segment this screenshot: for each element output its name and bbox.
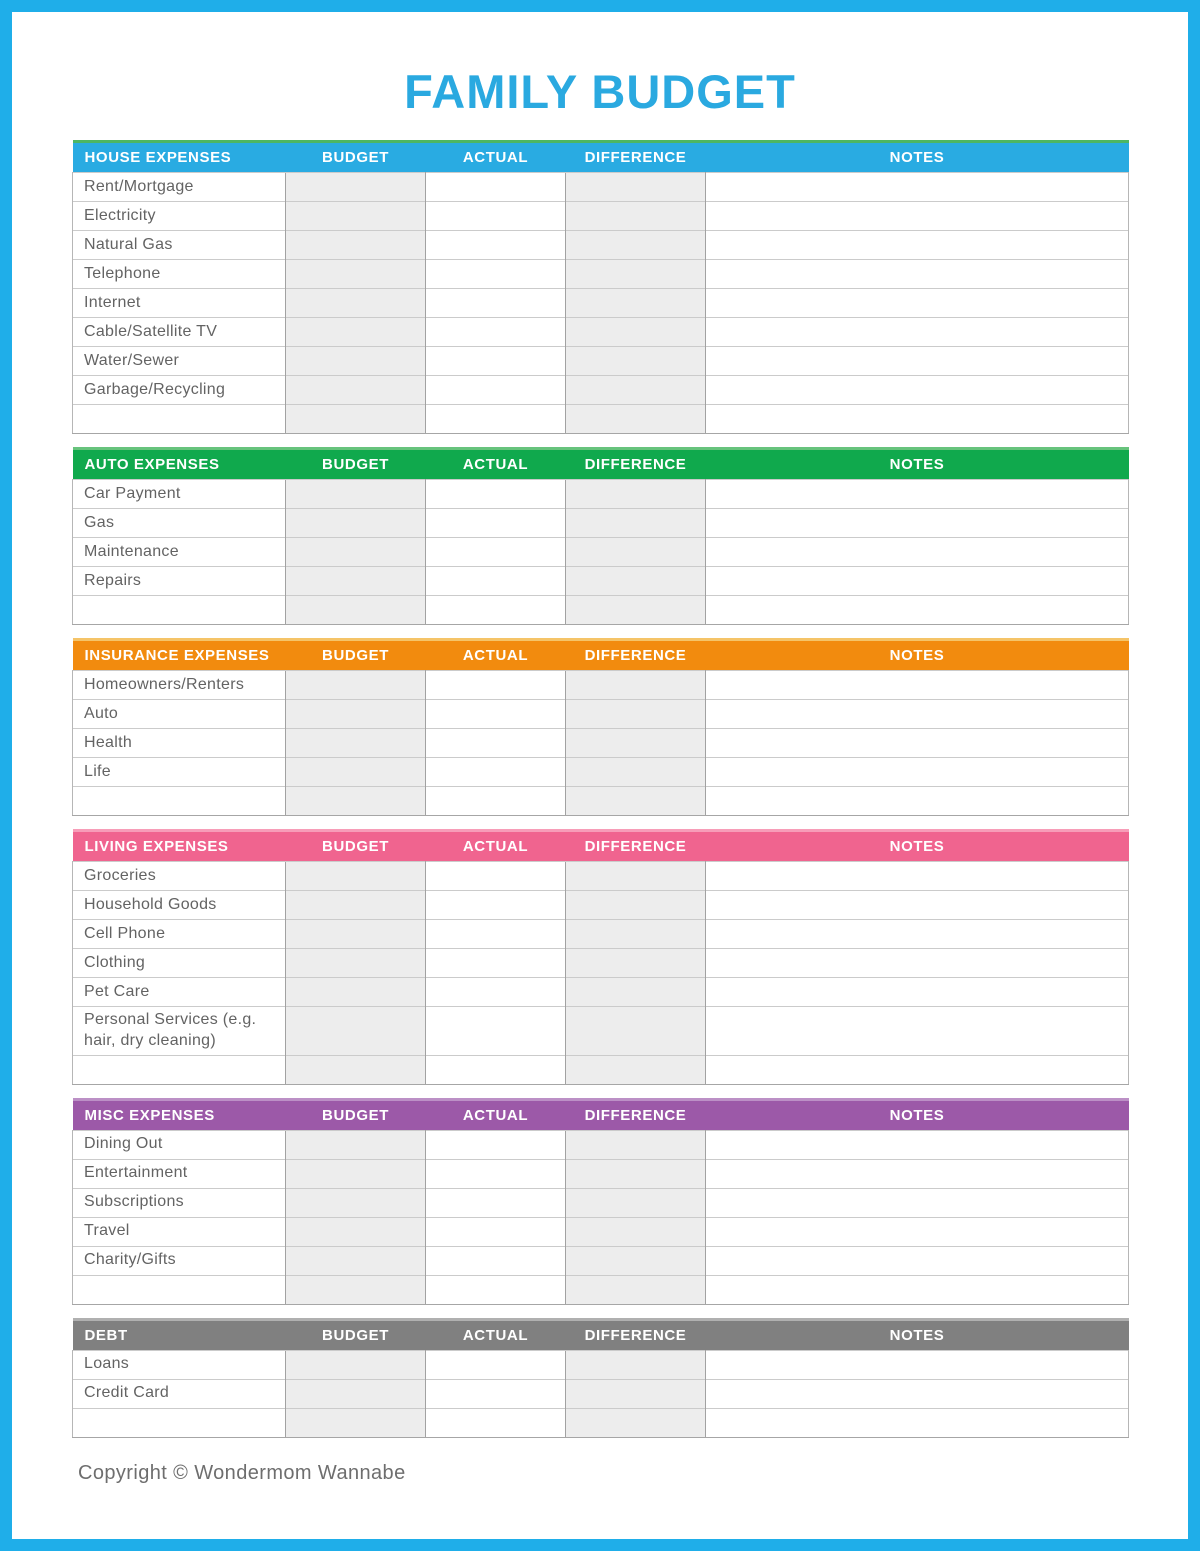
column-header-actual: ACTUAL: [426, 831, 566, 862]
notes-cell: [706, 538, 1129, 567]
actual-value-cell: [426, 509, 566, 538]
expense-label-cell: Telephone: [73, 260, 286, 289]
expense-label-cell: Pet Care: [73, 978, 286, 1007]
expense-label-cell: Health: [73, 729, 286, 758]
section-rows: [73, 862, 1129, 1085]
difference-value-cell: [566, 202, 706, 231]
section-debt: [72, 1318, 1129, 1438]
actual-value-cell: [426, 538, 566, 567]
expense-label-cell: Repairs: [73, 567, 286, 596]
budget-value-cell: [286, 1007, 426, 1056]
expense-row: [73, 949, 1129, 978]
difference-value-cell: [566, 173, 706, 202]
notes-cell: [706, 202, 1129, 231]
budget-value-cell: [286, 1275, 426, 1304]
difference-value-cell: [566, 480, 706, 509]
expense-row: [73, 891, 1129, 920]
difference-value-cell: [566, 260, 706, 289]
column-header-actual: ACTUAL: [426, 142, 566, 173]
expense-row: [73, 289, 1129, 318]
difference-value-cell: [566, 289, 706, 318]
column-header-difference: DIFFERENCE: [566, 1099, 706, 1130]
actual-value-cell: [426, 231, 566, 260]
column-header-actual: ACTUAL: [426, 1319, 566, 1350]
expense-row: [73, 405, 1129, 434]
section-rows: [73, 480, 1129, 625]
budget-value-cell: [286, 1408, 426, 1437]
difference-value-cell: [566, 758, 706, 787]
budget-value-cell: [286, 260, 426, 289]
column-header-budget: BUDGET: [286, 449, 426, 480]
column-header-notes: NOTES: [706, 1319, 1129, 1350]
expense-label-cell: [73, 405, 286, 434]
budget-value-cell: [286, 700, 426, 729]
expense-row: [73, 700, 1129, 729]
actual-value-cell: [426, 1246, 566, 1275]
difference-value-cell: [566, 1408, 706, 1437]
difference-value-cell: [566, 949, 706, 978]
expense-label-cell: Electricity: [73, 202, 286, 231]
actual-value-cell: [426, 671, 566, 700]
expense-label-cell: Car Payment: [73, 480, 286, 509]
budget-value-cell: [286, 289, 426, 318]
notes-cell: [706, 700, 1129, 729]
actual-value-cell: [426, 787, 566, 816]
actual-value-cell: [426, 920, 566, 949]
budget-value-cell: [286, 862, 426, 891]
actual-value-cell: [426, 1350, 566, 1379]
difference-value-cell: [566, 787, 706, 816]
notes-cell: [706, 567, 1129, 596]
section-header: [73, 449, 1129, 480]
expense-row: [73, 1379, 1129, 1408]
budget-value-cell: [286, 347, 426, 376]
expense-label-cell: Dining Out: [73, 1130, 286, 1159]
expense-row: [73, 1275, 1129, 1304]
expense-row: [73, 787, 1129, 816]
notes-cell: [706, 231, 1129, 260]
budget-value-cell: [286, 1246, 426, 1275]
budget-value-cell: [286, 231, 426, 260]
difference-value-cell: [566, 862, 706, 891]
budget-value-cell: [286, 480, 426, 509]
expense-row: [73, 978, 1129, 1007]
actual-value-cell: [426, 567, 566, 596]
difference-value-cell: [566, 920, 706, 949]
budget-value-cell: [286, 1217, 426, 1246]
actual-value-cell: [426, 405, 566, 434]
difference-value-cell: [566, 1275, 706, 1304]
notes-cell: [706, 671, 1129, 700]
section-misc-expenses: [72, 1098, 1129, 1305]
expense-label-cell: Natural Gas: [73, 231, 286, 260]
expense-label-cell: Internet: [73, 289, 286, 318]
actual-value-cell: [426, 1130, 566, 1159]
column-header-difference: DIFFERENCE: [566, 1319, 706, 1350]
expense-label-cell: Subscriptions: [73, 1188, 286, 1217]
page-content: [12, 64, 1188, 1485]
column-header-difference: DIFFERENCE: [566, 831, 706, 862]
column-header-budget: BUDGET: [286, 1319, 426, 1350]
section-title: LIVING EXPENSES: [73, 831, 286, 862]
notes-cell: [706, 1275, 1129, 1304]
expense-label-cell: Cell Phone: [73, 920, 286, 949]
expense-row: [73, 376, 1129, 405]
section-title: HOUSE EXPENSES: [73, 142, 286, 173]
expense-row: [73, 509, 1129, 538]
expense-row: [73, 671, 1129, 700]
expense-label-cell: Charity/Gifts: [73, 1246, 286, 1275]
budget-sections: [72, 140, 1128, 1438]
section-insurance-expenses: [72, 638, 1129, 816]
expense-row: [73, 1130, 1129, 1159]
actual-value-cell: [426, 978, 566, 1007]
expense-label-cell: [73, 1408, 286, 1437]
expense-row: [73, 1055, 1129, 1084]
expense-label-cell: Credit Card: [73, 1379, 286, 1408]
actual-value-cell: [426, 202, 566, 231]
notes-cell: [706, 787, 1129, 816]
expense-row: [73, 202, 1129, 231]
section-house-expenses: [72, 140, 1129, 434]
expense-label-cell: Entertainment: [73, 1159, 286, 1188]
column-header-difference: DIFFERENCE: [566, 449, 706, 480]
expense-label-cell: Cable/Satellite TV: [73, 318, 286, 347]
section-header: [73, 831, 1129, 862]
actual-value-cell: [426, 480, 566, 509]
expense-row: [73, 1350, 1129, 1379]
expense-row: [73, 1188, 1129, 1217]
expense-label-cell: Groceries: [73, 862, 286, 891]
notes-cell: [706, 318, 1129, 347]
column-header-budget: BUDGET: [286, 1099, 426, 1130]
notes-cell: [706, 758, 1129, 787]
notes-cell: [706, 376, 1129, 405]
actual-value-cell: [426, 1188, 566, 1217]
difference-value-cell: [566, 376, 706, 405]
expense-label-cell: Homeowners/Renters: [73, 671, 286, 700]
expense-label-cell: Clothing: [73, 949, 286, 978]
actual-value-cell: [426, 173, 566, 202]
budget-value-cell: [286, 758, 426, 787]
actual-value-cell: [426, 1007, 566, 1056]
expense-row: [73, 538, 1129, 567]
actual-value-cell: [426, 347, 566, 376]
notes-cell: [706, 509, 1129, 538]
expense-label-cell: Travel: [73, 1217, 286, 1246]
budget-value-cell: [286, 891, 426, 920]
budget-value-cell: [286, 567, 426, 596]
budget-value-cell: [286, 1350, 426, 1379]
difference-value-cell: [566, 729, 706, 758]
actual-value-cell: [426, 949, 566, 978]
expense-label-cell: Rent/Mortgage: [73, 173, 286, 202]
expense-label-cell: Maintenance: [73, 538, 286, 567]
copyright-text: Copyright © Wondermom Wannabe: [78, 1461, 406, 1484]
expense-row: [73, 862, 1129, 891]
budget-value-cell: [286, 1379, 426, 1408]
difference-value-cell: [566, 1130, 706, 1159]
difference-value-cell: [566, 596, 706, 625]
expense-row: [73, 729, 1129, 758]
notes-cell: [706, 920, 1129, 949]
notes-cell: [706, 260, 1129, 289]
actual-value-cell: [426, 700, 566, 729]
column-header-notes: NOTES: [706, 831, 1129, 862]
actual-value-cell: [426, 1159, 566, 1188]
expense-row: [73, 260, 1129, 289]
actual-value-cell: [426, 596, 566, 625]
expense-label-cell: [73, 1275, 286, 1304]
expense-row: [73, 1217, 1129, 1246]
notes-cell: [706, 1379, 1129, 1408]
budget-value-cell: [286, 920, 426, 949]
budget-value-cell: [286, 173, 426, 202]
actual-value-cell: [426, 376, 566, 405]
expense-label-cell: Household Goods: [73, 891, 286, 920]
expense-row: [73, 596, 1129, 625]
section-auto-expenses: [72, 447, 1129, 625]
expense-row: [73, 1007, 1129, 1056]
notes-cell: [706, 1188, 1129, 1217]
expense-label-cell: Water/Sewer: [73, 347, 286, 376]
actual-value-cell: [426, 1055, 566, 1084]
difference-value-cell: [566, 1007, 706, 1056]
expense-row: [73, 480, 1129, 509]
section-title: DEBT: [73, 1319, 286, 1350]
actual-value-cell: [426, 758, 566, 787]
budget-value-cell: [286, 729, 426, 758]
column-header-notes: NOTES: [706, 640, 1129, 671]
notes-cell: [706, 289, 1129, 318]
expense-row: [73, 920, 1129, 949]
budget-value-cell: [286, 596, 426, 625]
column-header-notes: NOTES: [706, 449, 1129, 480]
expense-label-cell: [73, 787, 286, 816]
expense-label-cell: Life: [73, 758, 286, 787]
notes-cell: [706, 1217, 1129, 1246]
difference-value-cell: [566, 347, 706, 376]
expense-row: [73, 1159, 1129, 1188]
notes-cell: [706, 1007, 1129, 1056]
expense-row: [73, 173, 1129, 202]
expense-row: [73, 347, 1129, 376]
difference-value-cell: [566, 1159, 706, 1188]
difference-value-cell: [566, 1188, 706, 1217]
section-rows: [73, 671, 1129, 816]
budget-value-cell: [286, 1188, 426, 1217]
notes-cell: [706, 405, 1129, 434]
difference-value-cell: [566, 700, 706, 729]
notes-cell: [706, 1159, 1129, 1188]
section-header: [73, 142, 1129, 173]
budget-value-cell: [286, 787, 426, 816]
section-rows: [73, 1130, 1129, 1304]
notes-cell: [706, 1130, 1129, 1159]
notes-cell: [706, 1246, 1129, 1275]
budget-value-cell: [286, 405, 426, 434]
actual-value-cell: [426, 260, 566, 289]
expense-label-cell: Garbage/Recycling: [73, 376, 286, 405]
actual-value-cell: [426, 1379, 566, 1408]
budget-value-cell: [286, 1055, 426, 1084]
notes-cell: [706, 480, 1129, 509]
column-header-difference: DIFFERENCE: [566, 142, 706, 173]
expense-row: [73, 567, 1129, 596]
budget-value-cell: [286, 1159, 426, 1188]
notes-cell: [706, 978, 1129, 1007]
section-header: [73, 1099, 1129, 1130]
expense-label-cell: Personal Services (e.g. hair, dry cleaning): [73, 1007, 286, 1056]
actual-value-cell: [426, 862, 566, 891]
budget-value-cell: [286, 978, 426, 1007]
notes-cell: [706, 1350, 1129, 1379]
notes-cell: [706, 347, 1129, 376]
column-header-notes: NOTES: [706, 142, 1129, 173]
difference-value-cell: [566, 891, 706, 920]
expense-label-cell: Gas: [73, 509, 286, 538]
budget-value-cell: [286, 538, 426, 567]
budget-value-cell: [286, 671, 426, 700]
section-title: INSURANCE EXPENSES: [73, 640, 286, 671]
section-title: MISC EXPENSES: [73, 1099, 286, 1130]
column-header-notes: NOTES: [706, 1099, 1129, 1130]
difference-value-cell: [566, 509, 706, 538]
section-rows: [73, 173, 1129, 434]
actual-value-cell: [426, 1217, 566, 1246]
page-title: FAMILY BUDGET: [404, 65, 796, 118]
expense-row: [73, 231, 1129, 260]
budget-value-cell: [286, 318, 426, 347]
expense-row: [73, 318, 1129, 347]
expense-row: [73, 1408, 1129, 1437]
budget-value-cell: [286, 949, 426, 978]
column-header-actual: ACTUAL: [426, 640, 566, 671]
expense-label-cell: [73, 596, 286, 625]
expense-label-cell: [73, 1055, 286, 1084]
section-rows: [73, 1350, 1129, 1437]
difference-value-cell: [566, 671, 706, 700]
expense-label-cell: Loans: [73, 1350, 286, 1379]
expense-row: [73, 758, 1129, 787]
notes-cell: [706, 173, 1129, 202]
column-header-budget: BUDGET: [286, 831, 426, 862]
difference-value-cell: [566, 1379, 706, 1408]
section-header: [73, 640, 1129, 671]
notes-cell: [706, 1408, 1129, 1437]
notes-cell: [706, 729, 1129, 758]
budget-value-cell: [286, 376, 426, 405]
difference-value-cell: [566, 1246, 706, 1275]
difference-value-cell: [566, 1217, 706, 1246]
actual-value-cell: [426, 289, 566, 318]
notes-cell: [706, 1055, 1129, 1084]
notes-cell: [706, 596, 1129, 625]
difference-value-cell: [566, 318, 706, 347]
notes-cell: [706, 891, 1129, 920]
difference-value-cell: [566, 1055, 706, 1084]
budget-value-cell: [286, 202, 426, 231]
difference-value-cell: [566, 231, 706, 260]
section-title: AUTO EXPENSES: [73, 449, 286, 480]
column-header-actual: ACTUAL: [426, 1099, 566, 1130]
difference-value-cell: [566, 538, 706, 567]
difference-value-cell: [566, 405, 706, 434]
column-header-budget: BUDGET: [286, 142, 426, 173]
column-header-difference: DIFFERENCE: [566, 640, 706, 671]
column-header-budget: BUDGET: [286, 640, 426, 671]
section-header: [73, 1319, 1129, 1350]
difference-value-cell: [566, 1350, 706, 1379]
section-living-expenses: [72, 829, 1129, 1085]
expense-label-cell: Auto: [73, 700, 286, 729]
actual-value-cell: [426, 1408, 566, 1437]
notes-cell: [706, 862, 1129, 891]
budget-value-cell: [286, 509, 426, 538]
column-header-actual: ACTUAL: [426, 449, 566, 480]
difference-value-cell: [566, 567, 706, 596]
notes-cell: [706, 949, 1129, 978]
difference-value-cell: [566, 978, 706, 1007]
expense-row: [73, 1246, 1129, 1275]
budget-value-cell: [286, 1130, 426, 1159]
actual-value-cell: [426, 891, 566, 920]
actual-value-cell: [426, 729, 566, 758]
actual-value-cell: [426, 318, 566, 347]
actual-value-cell: [426, 1275, 566, 1304]
